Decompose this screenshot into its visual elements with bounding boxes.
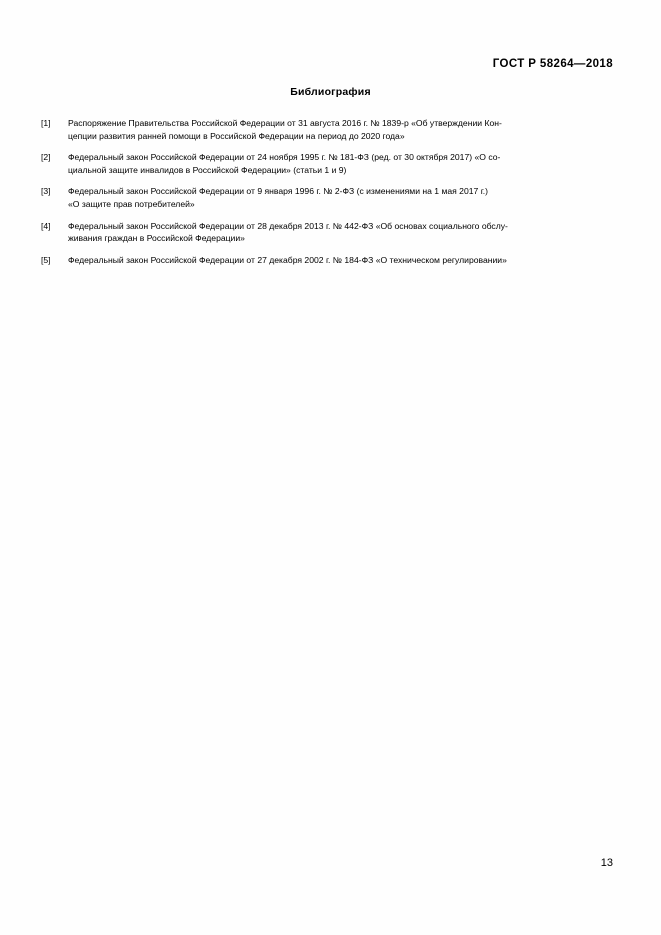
- reference-line: живания граждан в Российской Федерации»: [68, 233, 245, 244]
- reference-text: [68, 185, 607, 210]
- reference-text: [68, 254, 607, 267]
- list-item: [41, 185, 607, 210]
- reference-line: циальной защите инвалидов в Российской Федерации» (статьи 1 и 9): [68, 164, 347, 175]
- list-item: [41, 151, 607, 176]
- reference-number: [4]: [41, 220, 51, 231]
- reference-line: Распоряжение Правительства Российской Федерации от 31 августа 2016 г. № 1839-р «Об утверждении Кон-: [68, 118, 502, 128]
- reference-line: Федеральный закон Российской Федерации от 9 января 1996 г. № 2-ФЗ (с изменениями на 1 мая 2017 г.): [68, 186, 489, 197]
- reference-line: Федеральный закон Российской Федерации от 28 декабря 2013 г. № 442-ФЗ «Об основах социального обслу-: [68, 220, 508, 231]
- list-item: [41, 220, 607, 245]
- bibliography-list: [41, 117, 607, 275]
- page-number: 13: [600, 857, 613, 869]
- list-item: [41, 254, 607, 267]
- reference-line: цепции развития ранней помощи в Российской Федерации на период до 2020 года»: [68, 130, 405, 141]
- reference-line: Федеральный закон Российской Федерации от 27 декабря 2002 г. № 184-ФЗ «О техническом регулировании»: [68, 254, 507, 265]
- reference-number: [3]: [41, 186, 51, 197]
- page-header-standard-code: ГОСТ Р 58264—2018: [492, 58, 613, 70]
- reference-number: [2]: [41, 152, 51, 163]
- section-title: Библиография: [290, 86, 371, 98]
- reference-text: [68, 117, 607, 142]
- reference-number: [1]: [41, 118, 51, 128]
- list-item: [41, 117, 607, 142]
- reference-number: [5]: [41, 254, 51, 265]
- reference-line: Федеральный закон Российской Федерации от 24 ноября 1995 г. № 181-ФЗ (ред. от 30 октября 2017) «О со-: [68, 152, 501, 163]
- reference-text: [68, 151, 607, 176]
- reference-line: «О защите прав потребителей»: [68, 198, 195, 209]
- reference-text: [68, 220, 607, 245]
